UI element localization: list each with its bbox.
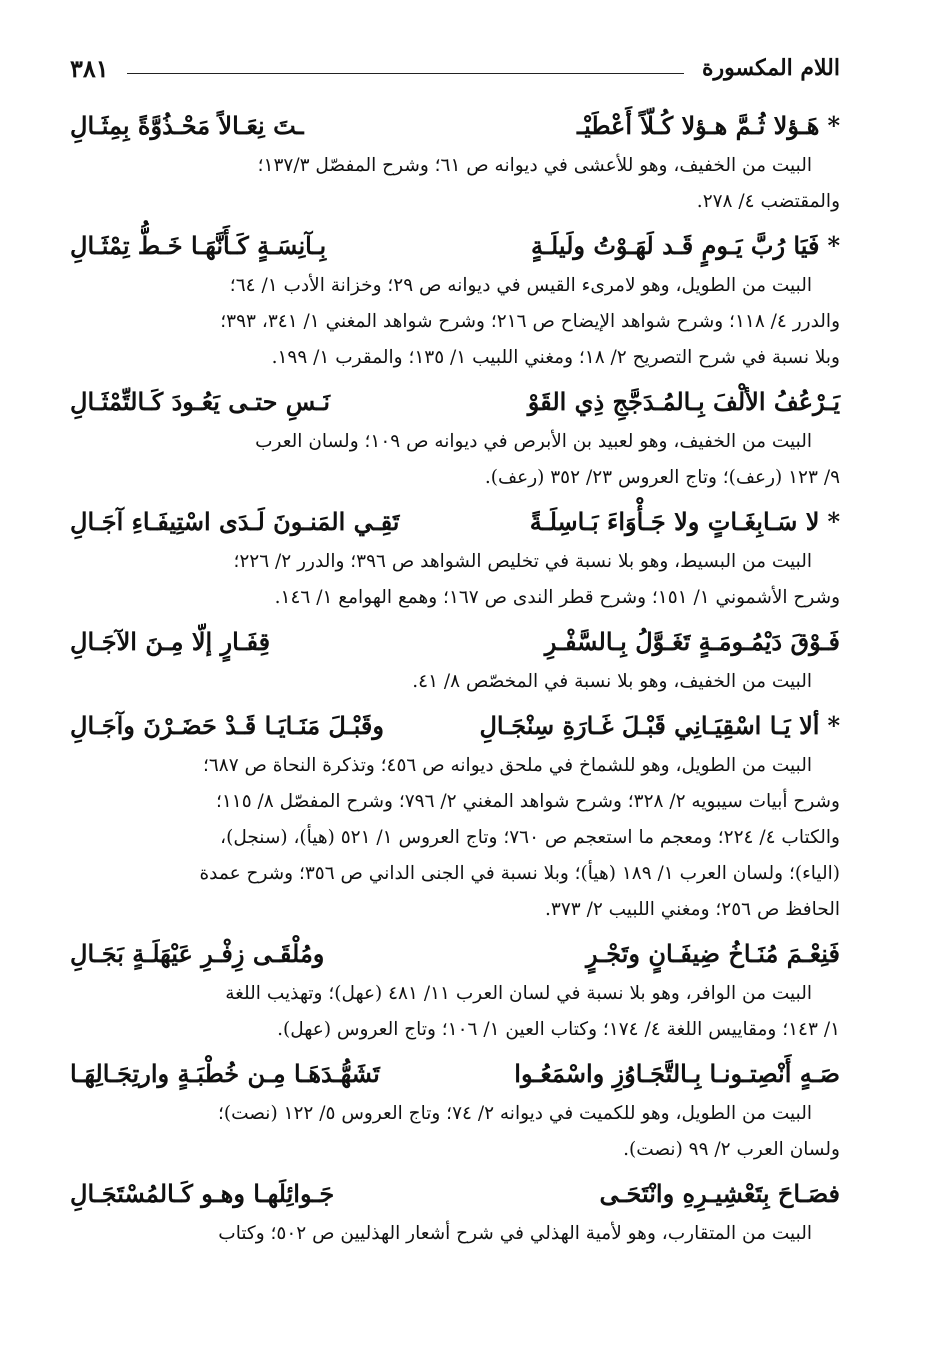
note-line: ٩/ ١٢٣ (رعف)؛ وتاج العروس ٢٣/ ٣٥٢ (رعف). [484,467,840,488]
second-hemistich: نَـسِ حتـى يَعُـودَ كَـالتِّمْثَـالِ [70,387,331,416]
header-rule [127,73,684,74]
second-hemistich: بِـآنِسَـةٍ كَـأَنَّهَـا خَـطُّ تِمْثَـالِ [70,231,327,260]
verse-line [70,380,840,424]
verse-line [70,500,840,544]
source-note [70,148,840,220]
second-hemistich: تَقِـي المَنـونَ لَـدَى اسْتِيفَـاءِ آجَـالِ [70,507,400,536]
star-marker: * [827,111,840,140]
note-line: البيت من الطويل، وهو للكميت في ديوانه ٢/ ٧٤؛ وتاج العروس ٥/ ١٢٢ (نصت)؛ [218,1103,812,1124]
first-hemistich-group [586,932,840,976]
note-line: البيت من الطويل، وهو للشماخ في ملحق ديوانه ص ٤٥٦؛ وتذكرة النحاة ص ٦٨٧؛ [202,755,812,776]
verse-line [70,224,840,268]
first-hemistich-group [528,380,840,424]
source-note [70,268,840,376]
first-hemistich: ألا يَـا اسْقِيَـانِي قَبْـلَ غَـارَةِ سِنْجَـالِ [479,711,820,740]
first-hemistich-group [599,1172,840,1216]
verse-line [70,1172,840,1216]
note-line: البيت من الخفيف، وهو بلا نسبة في المخصّص ٨/ ٤١. [412,671,812,692]
second-hemistich: تَشَهُّـدَهَـا مِـن خُطْبَـةٍ وارتِجَـالِهَـا [70,1059,380,1088]
second-hemistich: جَـوائِلَهـا وهـو كَـالمُسْتَجَـالِ [70,1179,335,1208]
first-hemistich-group [514,1052,840,1096]
note-line: ١/ ١٤٣؛ ومقاييس اللغة ٤/ ١٧٤؛ وكتاب العين ١/ ١٠٦؛ وتاج العروس (عهل). [277,1019,840,1040]
second-hemistich: وقَبْـلَ مَنَـايَـا قَـدْ حَضَـرْنَ وآجَـالِ [70,711,384,740]
source-note [70,976,840,1048]
first-hemistich-group [577,104,840,148]
chapter-title: اللام المكسورة [701,55,840,81]
first-hemistich: لا سَـابِغَـاتٍ ولا جَـأْوَاءَ بَـاسِلَـةً [529,507,820,536]
second-hemistich: قِفَـارٍ إلّا مِـنَ الآجَـالِ [70,627,271,656]
note-line: والكتاب ٤/ ٢٢٤؛ ومعجم ما استعجم ص ٧٦٠؛ وتاج العروس ١/ ٥٢١ (هيأ)، (سنجل)، [220,827,840,848]
source-note [70,748,840,928]
star-marker: * [827,507,840,536]
note-line: والدرر ٤/ ١١٨؛ وشرح شواهد الإيضاح ص ٢١٦؛ وشرح شواهد المغني ١/ ٣٤١، ٣٩٣؛ [220,311,840,332]
second-hemistich: ـتَ نِعَـالاً مَحْـذُوَّةً بِمِثَـالِ [70,111,304,140]
page-body [70,100,840,1252]
note-line: وشرح أبيات سيبويه ٢/ ٣٢٨؛ وشرح شواهد المغني ٢/ ٧٩٦؛ وشرح المفصّل ٨/ ١١٥؛ [215,791,840,812]
source-note [70,544,840,616]
verse-line [70,620,840,664]
verse-line [70,704,840,748]
note-line: البيت من البسيط، وهو بلا نسبة في تخليص الشواهد ص ٣٩٦؛ والدرر ٢/ ٢٢٦؛ [233,551,812,572]
note-line: البيت من المتقارب، وهو لأمية الهذلي في شرح أشعار الهذليين ص ٥٠٢؛ وكتاب [218,1223,812,1244]
verse-line [70,932,840,976]
first-hemistich: فَيَا رُبَّ يَـومٍ قَـد لَهَـوْتُ ولَيلَـةٍ [530,231,820,260]
note-line: والمقتضب ٤/ ٢٧٨. [696,191,840,212]
source-note [70,664,840,700]
note-line: (الياء)؛ ولسان العرب ١/ ١٨٩ (هيأ)؛ وبلا نسبة في الجنى الداني ص ٣٥٦؛ وشرح عمدة [199,863,840,884]
first-hemistich: فصَـاحَ بِتَعْشِيـرِهِ وانْتَحَـى [599,1179,840,1208]
first-hemistich: صَـهٍ أَنْصِتـونـا بِـالتَّجَـاوُزِ واسْمَعُـوا [514,1059,840,1088]
note-line: البيت من الخفيف، وهو لعبيد بن الأبرص في ديوانه ص ١٠٩؛ ولسان العرب [255,431,812,452]
source-note [70,1216,840,1252]
note-line: وشرح الأشموني ١/ ١٥١؛ وشرح قطر الندى ص ١٦٧؛ وهمع الهوامع ١/ ١٤٦. [274,587,840,608]
first-hemistich-group [531,224,840,268]
star-marker: * [827,711,840,740]
note-line: البيت من الوافر، وهو بلا نسبة في لسان العرب ١١/ ٤٨١ (عهل)؛ وتهذيب اللغة [225,983,812,1004]
note-line: الحافظ ص ٢٥٦؛ ومغني اللبيب ٢/ ٣٧٣. [545,899,840,920]
first-hemistich: فَـوْقَ دَيْمُـومَـةٍ تَغَـوَّلُ بِـالسَّفْـرِ [544,627,840,656]
first-hemistich: هَـؤلا ثُـمَّ هـؤلا كُـلّاً أَعْطَيْـ [577,111,820,140]
source-note [70,1096,840,1168]
source-note [70,424,840,496]
note-line: وبلا نسبة في شرح التصريح ٢/ ١٨؛ ومغني اللبيب ١/ ١٣٥؛ والمقرب ١/ ١٩٩. [271,347,840,368]
first-hemistich-group [545,620,840,664]
note-line: ولسان العرب ٢/ ٩٩ (نصت). [623,1139,840,1160]
note-line: البيت من الخفيف، وهو للأعشى في ديوانه ص ٦١؛ وشرح المفصّل ١٣٧/٣؛ [257,155,812,176]
second-hemistich: ومُلْقَـى زِفْـرِ عَيْهَلَـةٍ بَجَـالِ [70,939,325,968]
first-hemistich-group [479,704,840,748]
page-header [70,50,840,86]
first-hemistich-group [530,500,840,544]
first-hemistich: يَـرْعُفُ الألْفَ بِـالمُـدَجَّجِ ذِي القَوْ [527,387,840,416]
note-line: البيت من الطويل، وهو لامرىء القيس في ديوانه ص ٢٩؛ وخزانة الأدب ١/ ٦٤؛ [229,275,812,296]
page-number: ٣٨١ [70,53,109,83]
star-marker: * [827,231,840,260]
first-hemistich: فَنِعْـمَ مُنَـاخُ ضِيفَـانٍ وتَجْـرٍ [585,939,840,968]
verse-line [70,104,840,148]
verse-line [70,1052,840,1096]
